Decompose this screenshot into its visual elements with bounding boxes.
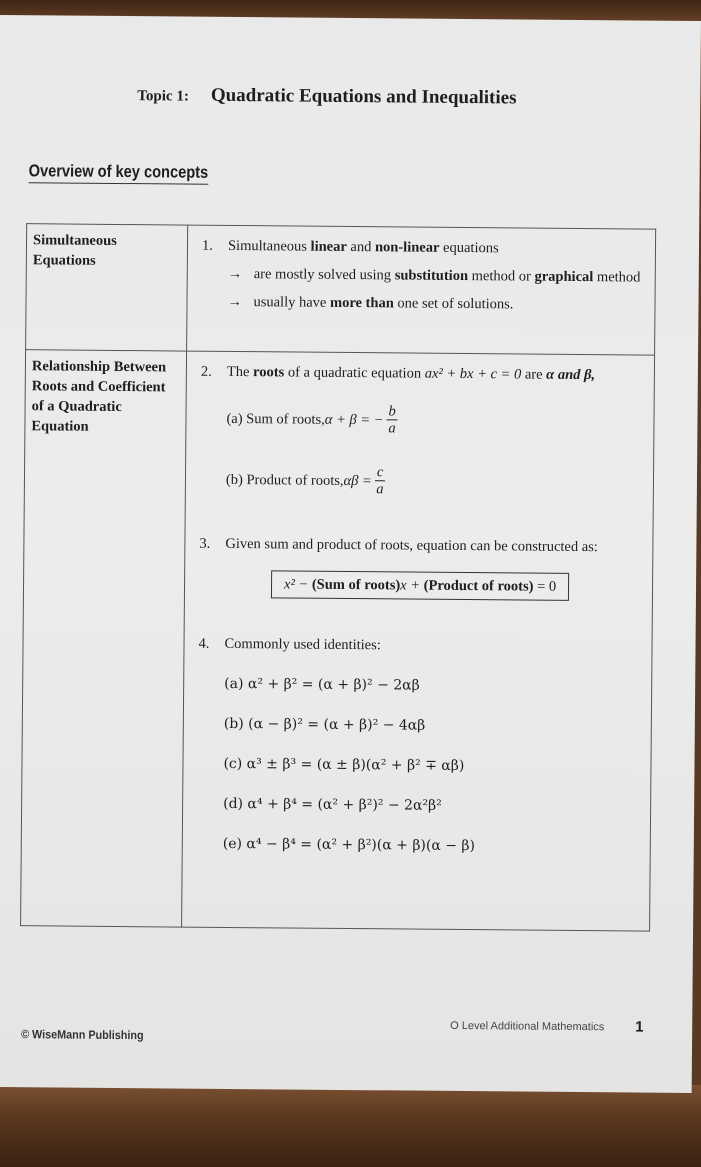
- bullet-text: usually have more than one set of solutions.: [253, 294, 514, 313]
- section-title: Overview of key concepts: [29, 161, 209, 185]
- identity: (d) α⁴ + β⁴ = (α² + β²)² − 2α²β²: [223, 795, 442, 814]
- item-text: Given sum and product of roots, equation can be constructed as:: [225, 535, 598, 556]
- concept-cell: Relationship Between Roots and Coefficient of a Quadratic Equation: [21, 350, 187, 927]
- fraction: $\frac{c}{a}$: [376, 464, 384, 498]
- table-row: [21, 350, 655, 931]
- item-number: 4.: [198, 635, 210, 652]
- item-number: 2.: [200, 363, 212, 380]
- table-surface-bottom: [0, 1085, 701, 1167]
- arrow-icon: →: [227, 265, 243, 283]
- item-text: Simultaneous linear and non-linear equations: [227, 237, 499, 257]
- identities-list: [223, 674, 644, 858]
- item-text: The roots of a quadratic equation ax² + bx + c = 0 are α and β,: [226, 363, 596, 384]
- item-number: 3.: [199, 535, 211, 552]
- concept-cell: Simultaneous Equations: [26, 224, 188, 351]
- bullet-text: are mostly solved using substitution method or graphical method: [253, 266, 641, 286]
- table-row: [26, 224, 656, 355]
- details-cell: [187, 225, 656, 355]
- concepts-table: [20, 223, 656, 931]
- item-1: [202, 236, 647, 260]
- identity: (b) (α − β)² = (α + β)² − 4αβ: [223, 715, 426, 734]
- sum-of-roots: (a) Sum of roots, α + β = − $\frac{b}{a}$: [226, 403, 396, 437]
- book-title: O Level Additional Mathematics: [450, 1019, 605, 1034]
- fraction: $\frac{b}{a}$: [388, 403, 396, 437]
- publisher-credit: © WiseMann Publishing: [21, 1027, 144, 1043]
- bullet-2: [227, 292, 646, 316]
- item-4: [198, 634, 643, 658]
- topic-label: Topic 1:: [137, 88, 189, 105]
- item-number: 1.: [201, 237, 213, 254]
- product-of-roots: (b) Product of roots, αβ = $\frac{c}{a}$: [225, 464, 384, 498]
- item-3: [199, 534, 644, 558]
- topic-title: Quadratic Equations and Inequalities: [210, 84, 517, 109]
- identity: (c) α³ ± β³ = (α ± β)(α² + β² ∓ αβ): [223, 755, 465, 775]
- identity: (e) α⁴ − β⁴ = (α² + β²)(α + β)(α − β): [222, 835, 476, 855]
- item-2: [201, 362, 646, 386]
- book-page: [0, 15, 701, 1093]
- page-number: 1: [635, 1018, 644, 1036]
- item-text: Commonly used identities:: [224, 635, 381, 654]
- constructed-equation-box: x² − (Sum of roots)x + (Product of roots) = 0: [271, 570, 569, 601]
- arrow-icon: →: [227, 293, 243, 311]
- page-header: [137, 84, 516, 109]
- identity: (a) α² + β² = (α + β)² − 2αβ: [224, 675, 420, 694]
- bullet-1: [228, 264, 647, 288]
- details-cell: [182, 351, 655, 931]
